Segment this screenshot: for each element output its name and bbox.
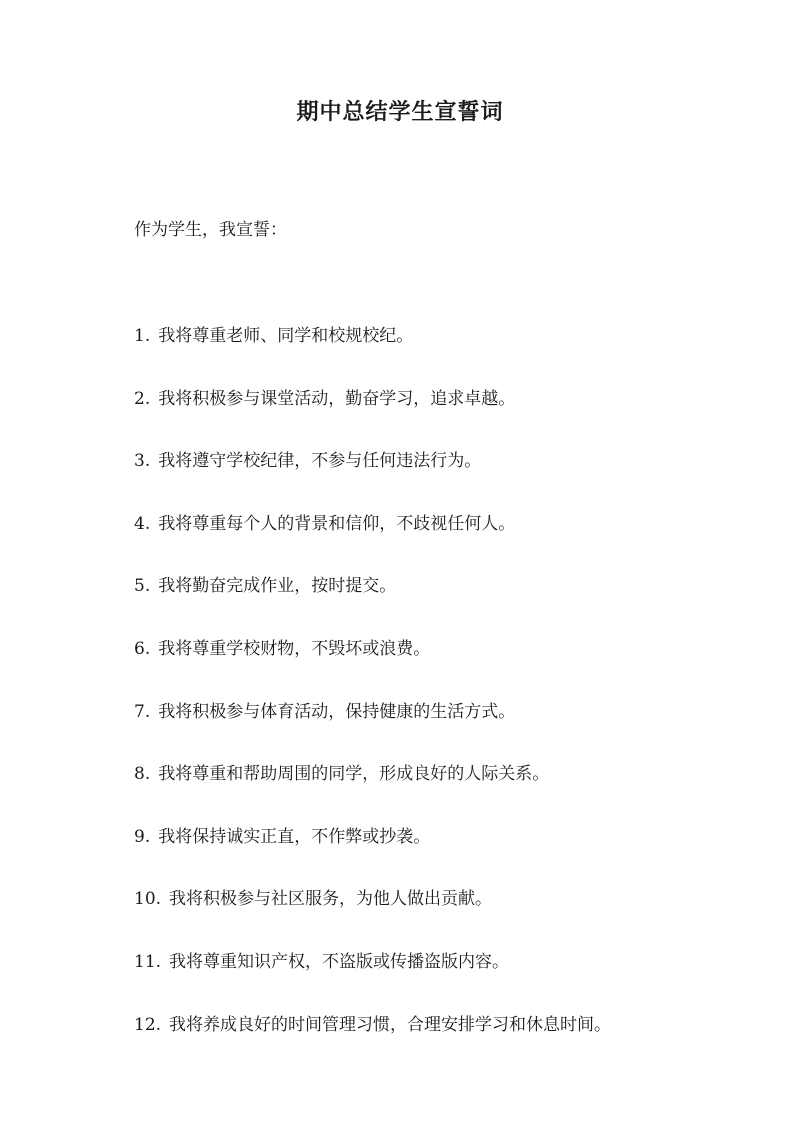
pledge-text: 我将尊重学校财物，不毁坏或浪费。 — [158, 638, 431, 659]
pledge-text: 我将积极参与课堂活动，勤奋学习，追求卓越。 — [158, 388, 516, 409]
list-item — [134, 635, 734, 698]
page-title: 期中总结学生宣誓词 — [296, 99, 504, 125]
pledge-number: 6. — [134, 638, 151, 659]
pledge-number: 11. — [134, 951, 162, 972]
pledge-number: 3. — [134, 451, 151, 472]
list-item — [134, 510, 734, 573]
list-item — [134, 948, 734, 1011]
list-item — [134, 572, 734, 635]
list-item — [134, 885, 734, 948]
pledge-number: 7. — [134, 701, 151, 722]
pledge-text: 我将尊重知识产权，不盗版或传播盗版内容。 — [169, 951, 510, 972]
list-item — [134, 823, 734, 886]
pledge-text: 我将尊重和帮助周围的同学，形成良好的人际关系。 — [158, 764, 550, 785]
pledge-text: 我将保持诚实正直，不作弊或抄袭。 — [158, 826, 431, 847]
pledge-text: 我将勤奋完成作业，按时提交。 — [158, 576, 397, 597]
list-item — [134, 322, 734, 385]
pledge-number: 8. — [134, 764, 151, 785]
pledge-text: 我将尊重老师、同学和校规校纪。 — [158, 326, 414, 346]
intro-text: 作为学生，我宣誓： — [134, 220, 287, 240]
pledge-number: 10. — [134, 889, 162, 910]
pledge-number: 5. — [134, 576, 151, 597]
list-item — [134, 447, 734, 510]
pledge-number: 12. — [134, 1014, 162, 1035]
pledge-text: 我将养成良好的时间管理习惯，合理安排学习和休息时间。 — [169, 1014, 612, 1035]
pledge-text: 我将尊重每个人的背景和信仰，不歧视任何人。 — [158, 513, 516, 534]
list-item — [134, 385, 734, 448]
pledge-number: 4. — [134, 513, 151, 534]
pledge-text: 我将积极参与体育活动，保持健康的生活方式。 — [158, 701, 516, 722]
pledge-list — [134, 322, 734, 1073]
list-item — [134, 698, 734, 761]
pledge-number: 2. — [134, 388, 151, 409]
pledge-text: 我将积极参与社区服务，为他人做出贡献。 — [169, 889, 493, 910]
pledge-text: 我将遵守学校纪律，不参与任何违法行为。 — [158, 451, 482, 472]
pledge-number: 1. — [134, 326, 151, 346]
list-item — [134, 760, 734, 823]
pledge-number: 9. — [134, 826, 151, 847]
list-item — [134, 1011, 734, 1074]
